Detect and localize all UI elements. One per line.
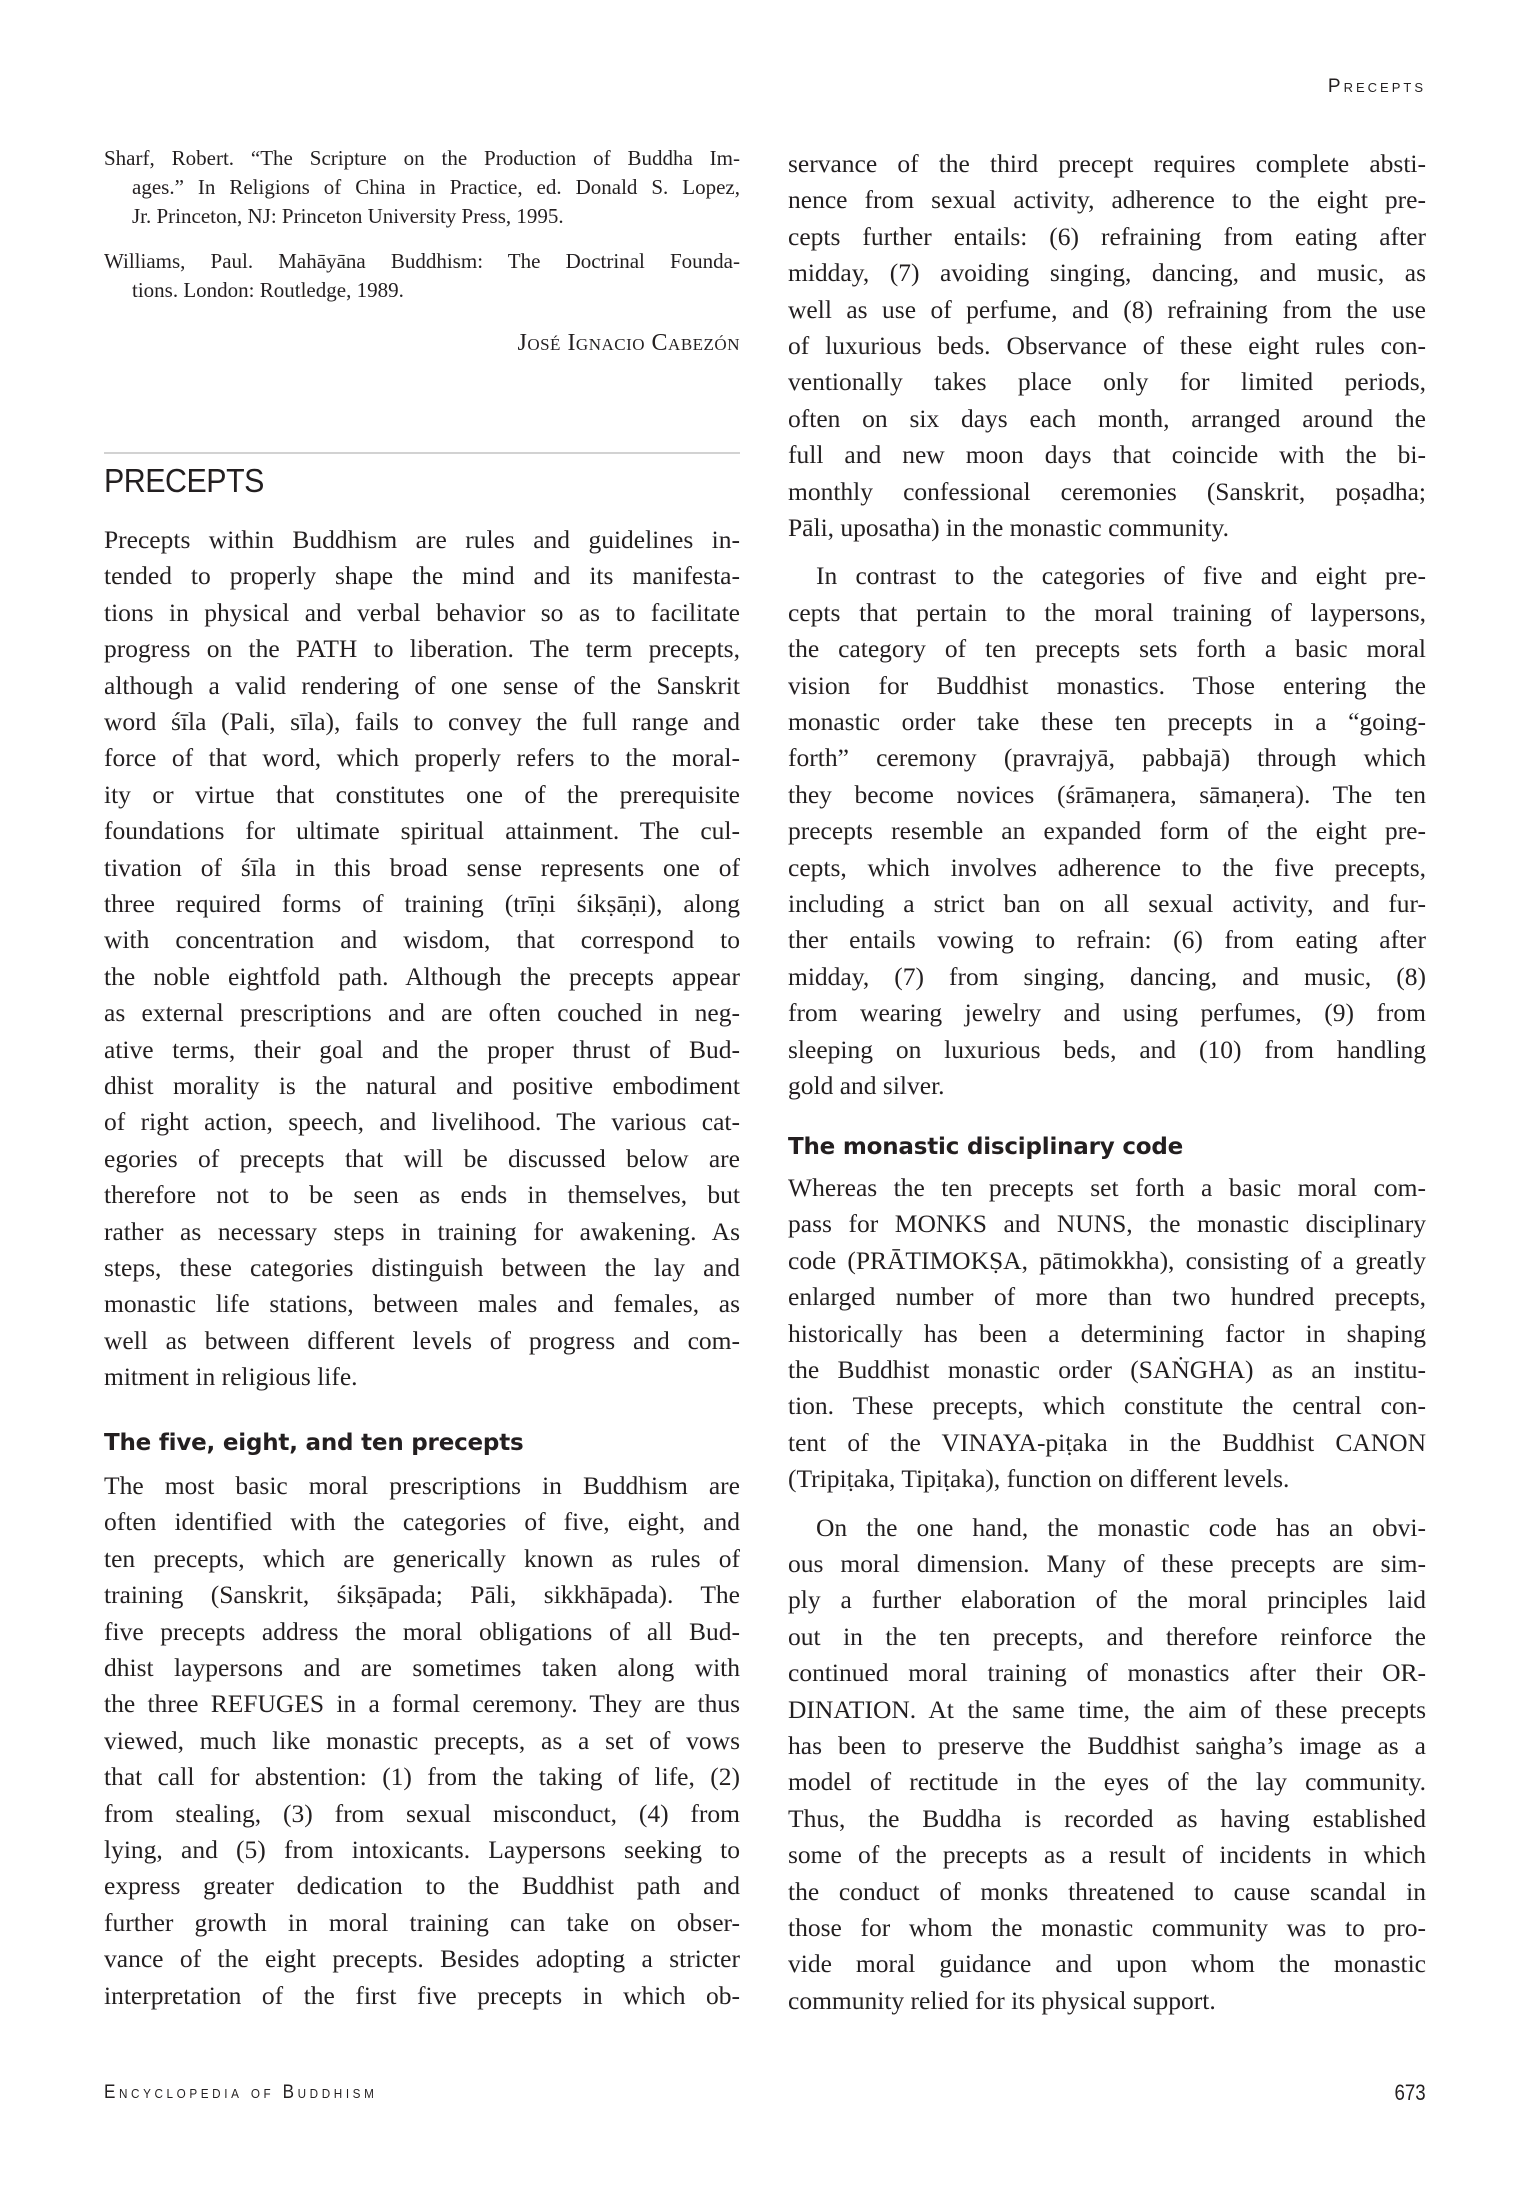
body-line: The most basic moral prescriptions in Buddhism are (104, 1471, 740, 1500)
body-line: as external prescriptions and are often couched in neg- (104, 998, 740, 1028)
body-line: further growth in moral training can take on obser- (104, 1907, 740, 1937)
body-line: that call for abstention: (1) from the taking of life, (2) (104, 1762, 740, 1792)
body-line: midday, (7) avoiding singing, dancing, and music, as (788, 258, 1426, 288)
body-line: code (PRĀTIMOKṢA, pātimokkha), consisting of a greatly (788, 1245, 1426, 1275)
body-line: including a strict ban on all sexual activity, and fur- (788, 889, 1426, 918)
body-line: word śīla (Pali, sīla), fails to convey the full range and (104, 707, 740, 736)
body-line: pass for MONKS and NUNS, the monastic disciplinary (788, 1209, 1426, 1239)
body-line: lying, and (5) from intoxicants. Laypersons seeking to (104, 1835, 740, 1864)
body-line: the conduct of monks threatened to cause scandal in (788, 1876, 1426, 1906)
body-line: five precepts address the moral obligations of all Bud- (104, 1616, 740, 1646)
body-line: DINATION. At the same time, the aim of these precepts (788, 1694, 1426, 1724)
body-line: dhist laypersons and are sometimes taken along with (104, 1653, 740, 1682)
body-line: forth” ceremony (pravrajyā, pabbajā) through which (788, 743, 1426, 773)
body-line: dhist morality is the natural and positive embodiment (104, 1071, 740, 1100)
body-line: although a valid rendering of one sense of the Sanskrit (104, 670, 740, 700)
body-line: Whereas the ten precepts set forth a basic moral com- (788, 1173, 1426, 1202)
body-line: cepts further entails: (6) refraining from eating after (788, 221, 1426, 251)
body-line: therefore not to be seen as ends in themselves, but (104, 1180, 740, 1210)
body-line: vision for Buddhist monastics. Those entering the (788, 670, 1426, 700)
body-line: Pāli, uposatha) in the monastic community. (788, 513, 1229, 542)
body-line: gold and silver. (788, 1071, 945, 1100)
running-head: Precepts (1327, 76, 1426, 97)
body-line: with concentration and wisdom, that correspond to (104, 925, 740, 955)
body-line: they become novices (śrāmaṇera, sāmaṇera). The ten (788, 779, 1426, 809)
author-signature: José Ignacio Cabezón (517, 330, 740, 356)
section-heading: The five, eight, and ten precepts (104, 1430, 524, 1456)
body-line: historically has been a determining factor in shaping (788, 1318, 1426, 1348)
body-line: tivation of śīla in this broad sense represents one of (104, 852, 740, 882)
body-line: continued moral training of monastics after their OR- (788, 1658, 1426, 1688)
body-line: training (Sanskrit, śikṣāpada; Pāli, sikkhāpada). The (104, 1580, 740, 1610)
body-line: ous moral dimension. Many of these precepts are sim- (788, 1549, 1426, 1578)
footer-publication-title: Encyclopedia of Buddhism (104, 2082, 378, 2103)
body-line: the Buddhist monastic order (SAṄGHA) as an institu- (788, 1355, 1426, 1384)
body-line: On the one hand, the monastic code has an obvi- (816, 1512, 1426, 1542)
body-line: those for whom the monastic community was to pro- (788, 1913, 1426, 1942)
body-line: force of that word, which properly refers to the moral- (104, 743, 740, 773)
body-line: steps, these categories distinguish between the lay and (104, 1253, 740, 1282)
body-line: ative terms, their goal and the proper thrust of Bud- (104, 1034, 740, 1064)
bibliography-entry-sharf-line-3: Jr. Princeton, NJ: Princeton University Press, 1995. (132, 204, 564, 228)
body-line: (Tripiṭaka, Tipiṭaka), function on different levels. (788, 1464, 1290, 1494)
body-line: ventionally takes place only for limited periods, (788, 367, 1426, 397)
body-line: monastic life stations, between males and females, as (104, 1289, 740, 1319)
body-line: some of the precepts as a result of incidents in which (788, 1840, 1426, 1870)
body-line: vide moral guidance and upon whom the monastic (788, 1949, 1426, 1979)
body-line: vance of the eight precepts. Besides adopting a stricter (104, 1944, 740, 1974)
body-line: from wearing jewelry and using perfumes, (9) from (788, 998, 1426, 1028)
body-line: foundations for ultimate spiritual attainment. The cul- (104, 816, 740, 846)
bibliography-entry-sharf-line-1: Sharf, Robert. “The Scripture on the Production of Buddha Im- (104, 146, 740, 170)
body-line: egories of precepts that will be discussed below are (104, 1143, 740, 1173)
body-line: monastic order take these ten precepts in a “going- (788, 707, 1426, 736)
bibliography-entry-williams-line-2: tions. London: Routledge, 1989. (132, 278, 404, 302)
body-line: ply a further elaboration of the moral principles laid (788, 1585, 1426, 1615)
body-line: cepts, which involves adherence to the five precepts, (788, 852, 1426, 882)
body-line: of right action, speech, and livelihood. The various cat- (104, 1107, 740, 1137)
body-line: ther entails vowing to refrain: (6) from eating after (788, 925, 1426, 955)
body-line: In contrast to the categories of five and eight pre- (816, 561, 1426, 591)
entry-divider (104, 452, 740, 454)
body-line: well as use of perfume, and (8) refraining from the use (788, 294, 1426, 324)
body-line: often on six days each month, arranged around the (788, 403, 1426, 433)
body-line: tended to properly shape the mind and its manifesta- (104, 561, 740, 591)
body-line: ten precepts, which are generically known as rules of (104, 1543, 740, 1573)
body-line: tent of the VINAYA-piṭaka in the Buddhist CANON (788, 1427, 1426, 1457)
body-line: has been to preserve the Buddhist saṅgha’s image as a (788, 1731, 1426, 1760)
body-line: tions in physical and verbal behavior so as to facilitate (104, 597, 740, 627)
body-line: tion. These precepts, which constitute the central con- (788, 1391, 1426, 1421)
body-line: community relied for its physical support. (788, 1985, 1216, 2015)
body-line: full and new moon days that coincide with the bi- (788, 440, 1426, 470)
body-line: of luxurious beds. Observance of these eight rules con- (788, 331, 1426, 360)
body-line: cepts that pertain to the moral training of laypersons, (788, 597, 1426, 627)
body-line: monthly confessional ceremonies (Sanskrit, poṣadha; (788, 476, 1426, 506)
body-line: ity or virtue that constitutes one of the prerequisite (104, 779, 740, 809)
body-line: servance of the third precept requires complete absti- (788, 149, 1426, 178)
body-line: sleeping on luxurious beds, and (10) from handling (788, 1034, 1426, 1064)
body-line: the category of ten precepts sets forth a basic moral (788, 634, 1426, 664)
body-line: nence from sexual activity, adherence to the eight pre- (788, 185, 1426, 215)
body-line: the three REFUGES in a formal ceremony. They are thus (104, 1689, 740, 1719)
body-line: well as between different levels of progress and com- (104, 1325, 740, 1355)
body-line: mitment in religious life. (104, 1362, 358, 1392)
body-line: model of rectitude in the eyes of the lay community. (788, 1767, 1426, 1797)
page-number: 673 (1394, 2080, 1426, 2105)
body-line: enlarged number of more than two hundred precepts, (788, 1282, 1426, 1312)
body-line: progress on the PATH to liberation. The term precepts, (104, 634, 740, 664)
body-line: the noble eightfold path. Although the precepts appear (104, 961, 740, 991)
bibliography-entry-sharf-line-2: ages.” In Religions of China in Practice, ed. Donald S. Lopez, (132, 175, 740, 199)
body-line: from stealing, (3) from sexual misconduct, (4) from (104, 1798, 740, 1828)
body-line: three required forms of training (trīṇi śikṣāṇi), along (104, 889, 740, 918)
body-line: often identified with the categories of five, eight, and (104, 1507, 740, 1537)
body-line: Precepts within Buddhism are rules and guidelines in- (104, 525, 740, 554)
body-line: interpretation of the first five precepts in which ob- (104, 1980, 740, 2010)
body-line: Thus, the Buddha is recorded as having established (788, 1803, 1426, 1833)
body-line: midday, (7) from singing, dancing, and music, (8) (788, 961, 1426, 991)
body-line: precepts resemble an expanded form of the eight pre- (788, 816, 1426, 846)
section-heading: The monastic disciplinary code (788, 1134, 1184, 1160)
body-line: out in the ten precepts, and therefore reinforce the (788, 1621, 1426, 1651)
entry-title: PRECEPTS (104, 462, 264, 499)
body-line: express greater dedication to the Buddhist path and (104, 1871, 740, 1901)
body-line: rather as necessary steps in training for awakening. As (104, 1216, 740, 1246)
body-line: viewed, much like monastic precepts, as a set of vows (104, 1725, 740, 1755)
bibliography-entry-williams-line-1: Williams, Paul. Mahāyāna Buddhism: The Doctrinal Founda- (104, 249, 740, 273)
